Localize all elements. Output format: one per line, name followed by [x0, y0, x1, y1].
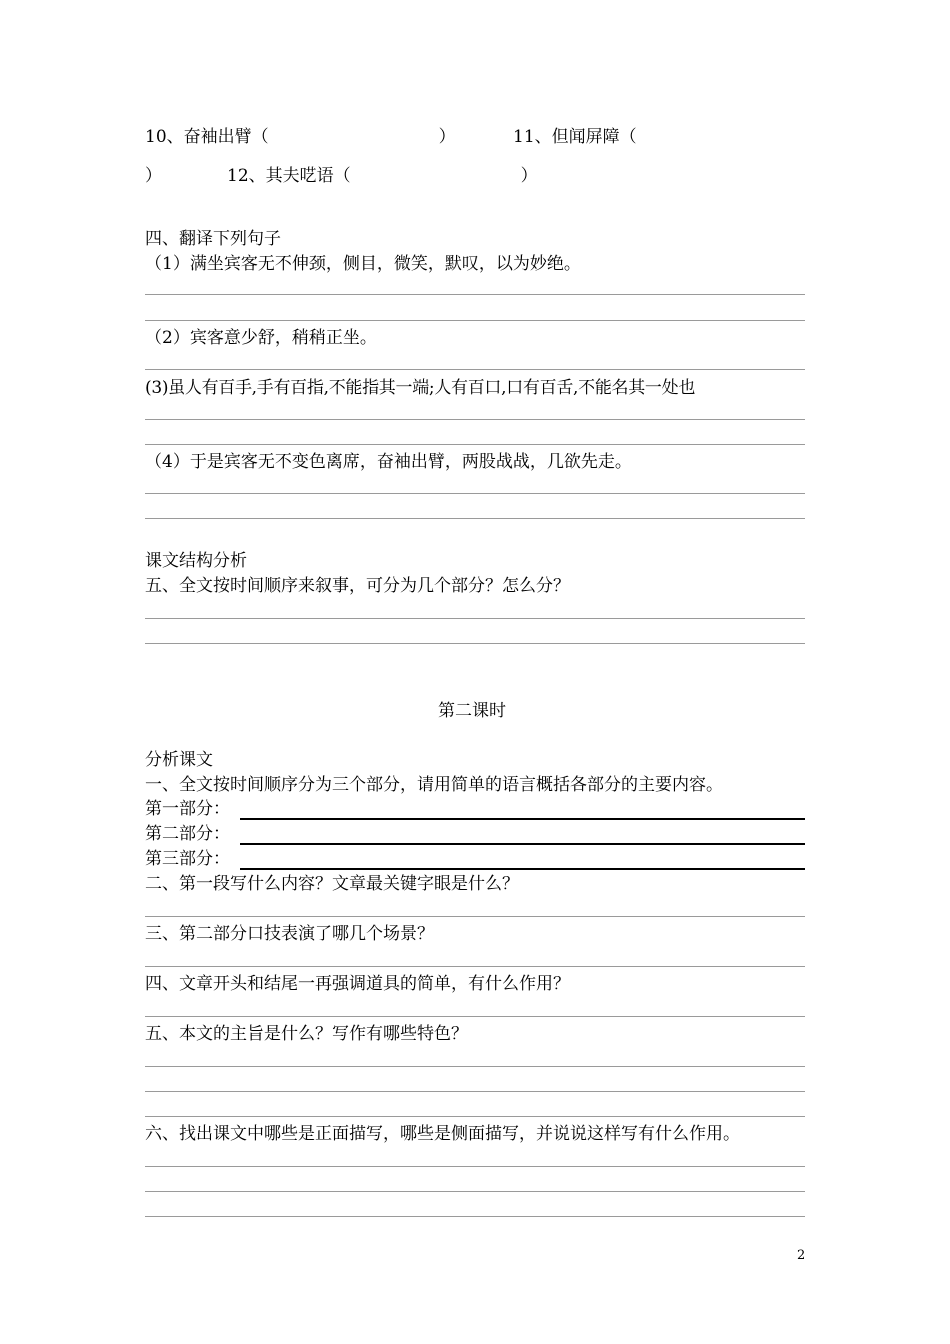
answer-line	[145, 444, 805, 445]
sentence-4: （4）于是宾客无不变色离席，奋袖出臂，两股战战，几欲先走。	[145, 452, 632, 472]
vocab-item-11-close: ）	[145, 166, 162, 186]
answer-line	[145, 419, 805, 420]
answer-line	[145, 643, 805, 644]
page-number: 2	[797, 1248, 806, 1263]
part-1-label: 第一部分：	[145, 799, 230, 819]
lesson-2-title: 第二课时	[438, 701, 506, 721]
section-heading-translate: 四、翻译下列句子	[145, 229, 281, 249]
sentence-1: （1）满坐宾客无不伸颈，侧目，微笑，默叹，以为妙绝。	[145, 254, 581, 274]
answer-line	[145, 1116, 805, 1117]
answer-line	[145, 1016, 805, 1017]
part-2-fill-line[interactable]	[240, 843, 805, 845]
analysis-heading: 分析课文	[145, 750, 213, 770]
answer-line	[145, 518, 805, 519]
part-2-label: 第二部分：	[145, 824, 230, 844]
lesson2-question-6: 六、找出课文中哪些是正面描写，哪些是侧面描写，并说说这样写有什么作用。	[145, 1124, 740, 1144]
answer-line	[145, 320, 805, 321]
part-3-fill-line[interactable]	[240, 868, 805, 870]
answer-line	[145, 493, 805, 494]
lesson2-question-2: 二、第一段写什么内容？文章最关键字眼是什么？	[145, 874, 519, 894]
structure-heading: 课文结构分析	[145, 551, 247, 571]
lesson2-question-3: 三、第二部分口技表演了哪几个场景？	[145, 924, 434, 944]
sentence-2: （2）宾客意少舒，稍稍正坐。	[145, 328, 377, 348]
answer-line	[145, 1191, 805, 1192]
answer-line	[145, 966, 805, 967]
part-3-label: 第三部分：	[145, 849, 230, 869]
answer-line	[145, 1166, 805, 1167]
vocab-item-11: 11、但闻屏障（	[513, 127, 637, 147]
structure-question-5: 五、全文按时间顺序来叙事，可分为几个部分？怎么分？	[145, 576, 570, 596]
part-1-fill-line[interactable]	[240, 818, 805, 820]
answer-line	[145, 1066, 805, 1067]
answer-line	[145, 369, 805, 370]
answer-line	[145, 294, 805, 295]
answer-line	[145, 1091, 805, 1092]
lesson2-question-1: 一、全文按时间顺序分为三个部分，请用简单的语言概括各部分的主要内容。	[145, 775, 723, 795]
vocab-item-10: 10、奋袖出臂（ ）	[145, 127, 456, 147]
answer-line	[145, 618, 805, 619]
answer-line	[145, 1216, 805, 1217]
vocab-item-12: 12、其夫呓语（ ）	[227, 166, 538, 186]
lesson2-question-5: 五、本文的主旨是什么？写作有哪些特色？	[145, 1024, 468, 1044]
sentence-3: (3)虽人有百手,手有百指,不能指其一端;人有百口,口有百舌,不能名其一处也	[145, 378, 696, 398]
lesson2-question-4: 四、文章开头和结尾一再强调道具的简单，有什么作用？	[145, 974, 570, 994]
answer-line	[145, 916, 805, 917]
